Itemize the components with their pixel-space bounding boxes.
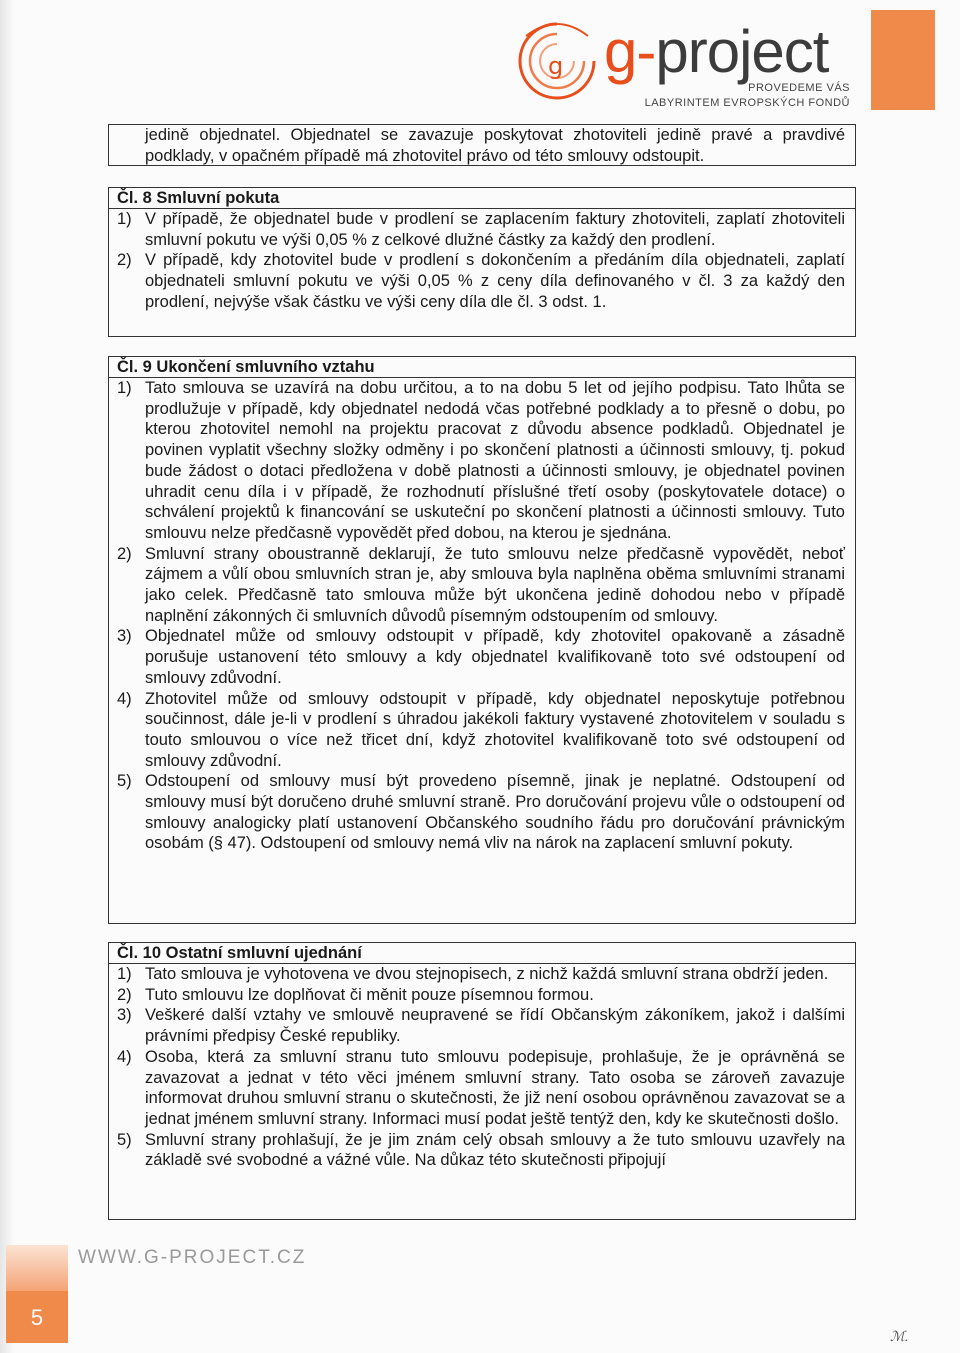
item-number: 3) bbox=[117, 1006, 132, 1025]
item-number: 2) bbox=[117, 544, 132, 563]
item-number: 4) bbox=[117, 689, 132, 708]
svg-text:g: g bbox=[548, 52, 564, 80]
item-text: Tato smlouva se uzavírá na dobu určitou, a to na dobu 5 let od jejího podpisu. Tato lhůta se prodlužuje v případě, kdy objednatel nedodá včas potřebné podklady a to přesně o dobu, po kterou zhotovitel nemohl na projektu pracovat z důvodu absence podkladů. Objednatel je povinen vyplatit všechny složky odměny i po skončení platnosti a účinnosti smlouvy, tj. pokud bude žádost o dotaci předložena v době platnosti a účinnosti smlouvy, je objednatel povinen uhradit cenu díla i v případě, že rozhodnutí příslušné třetí osoby (poskytovatele dotace) o schválení projektů k financování se uskuteční po skončení platnosti a účinnosti smlouvy. Tuto smlouvu nelze předčasně vypovědět před dobou, na kterou je sjednána. bbox=[145, 379, 845, 542]
list-item bbox=[109, 1005, 855, 1046]
intro-box bbox=[108, 124, 856, 166]
intro-paragraph: jedině objednatel. Objednatel se zavazuje poskytovat zhotoviteli jedině pravé a pravdivé podklady, v opačném případě má zhotovitel právo od této smlouvy odstoupit. bbox=[145, 126, 845, 165]
header-accent-bar bbox=[871, 10, 935, 110]
list-item bbox=[109, 1130, 855, 1171]
logo-word-dash: - bbox=[636, 18, 656, 85]
g-project-logo bbox=[512, 16, 862, 112]
item-text: Objednatel může od smlouvy odstoupit v případě, kdy zhotovitel opakovaně a zásadně porušuje ustanovení této smlouvy a kdy objednatel kvalifikovaně toto své odstoupení od smlouvy zdůvodní. bbox=[145, 627, 845, 687]
item-text: V případě, kdy zhotovitel bude v prodlení s dokončením a předáním díla objednateli, zaplatí objednateli smluvní pokutu ve výši 0,05 % z ceny díla definovaného v čl. 3 za každý den prodlení, nejvýše však částku ve výši ceny díla dle čl. 3 odst. 1. bbox=[145, 251, 845, 311]
section-9-title: Čl. 9 Ukončení smluvního vztahu bbox=[109, 357, 855, 378]
list-item bbox=[109, 964, 855, 985]
item-text: Smluvní strany prohlašují, že je jim znám celý obsah smlouvy a že tuto smlouvu uzavřely na základě své svobodné a vážné vůle. Na důkaz této skutečnosti připojují bbox=[145, 1130, 845, 1170]
logo-word-g: g bbox=[604, 18, 637, 85]
logo-tagline-2: LABYRINTEM EVROPSKÝCH FONDŮ bbox=[644, 97, 850, 109]
page-badge-gradient bbox=[6, 1245, 68, 1291]
list-item bbox=[109, 544, 855, 627]
footer-website: WWW.G-PROJECT.CZ bbox=[78, 1247, 307, 1268]
item-number: 1) bbox=[117, 379, 132, 397]
item-number: 1) bbox=[117, 210, 132, 228]
logo-tagline-1: PROVEDEME VÁS bbox=[748, 82, 850, 94]
section-9-list bbox=[109, 378, 855, 854]
list-item bbox=[109, 689, 855, 772]
item-number: 5) bbox=[117, 1130, 132, 1149]
section-8 bbox=[108, 187, 856, 337]
scan-edge bbox=[0, 0, 14, 1353]
item-number: 3) bbox=[117, 627, 132, 646]
section-8-title: Čl. 8 Smluvní pokuta bbox=[109, 188, 855, 209]
list-item bbox=[109, 209, 855, 250]
section-10-title: Čl. 10 Ostatní smluvní ujednání bbox=[109, 943, 855, 964]
list-item bbox=[109, 771, 855, 854]
item-text: Veškeré další vztahy ve smlouvě neupravené se řídí Občanským zákoníkem, jakož i dalšími právními předpisy České republiky. bbox=[145, 1006, 845, 1046]
page-number: 5 bbox=[30, 1305, 44, 1330]
item-text: Odstoupení od smlouvy musí být provedeno písemně, jinak je neplatné. Odstoupení od smlouvy musí být doručeno druhé smluvní straně. Pro doručování projevu vůle o odstoupení od smlouvy analogicky platí ustanovení Občanského soudního řádu pro doručování právnickým osobám (§ 47). Odstoupení od smlouvy nemá vliv na nárok na zaplacení smluvní pokuty. bbox=[145, 772, 845, 853]
item-number: 2) bbox=[117, 251, 132, 270]
item-text: Tato smlouva je vyhotovena ve dvou stejnopisech, z nichž každá smluvní strana obdrží jeden. bbox=[145, 965, 829, 983]
item-text: Smluvní strany oboustranně deklarují, že tuto smlouvu nelze předčasně vypovědět, neboť zájmem a vůlí obou smluvních stran je, aby smlouva byla naplněna oběma smluvními stranami jako celek. Předčasně tato smlouva může být ukončena jedině dohodou nebo v případě naplnění zákonných či smluvních důvodů písemným odstoupením od smlouvy. bbox=[145, 544, 845, 625]
section-8-list bbox=[109, 209, 855, 313]
item-text: Tuto smlouvu lze doplňovat či měnit pouze písemnou formou. bbox=[145, 985, 594, 1004]
logo-swirl-icon bbox=[512, 16, 602, 106]
handwritten-initials: ℳ. bbox=[890, 1328, 909, 1344]
item-number: 1) bbox=[117, 965, 132, 983]
item-text: Osoba, která za smluvní stranu tuto smlouvu podepisuje, prohlašuje, že je oprávněná se zavazovat a jednat v této věci jménem smluvní strany. Tato osoba se zároveň zavazuje informovat druhou smluvní stranu o skutečnosti, že již není osobou oprávněnou zavazovat se a jednat jménem smluvní strany. Informaci musí podat ještě tentýž den, kdy ke skutečnosti došlo. bbox=[145, 1047, 845, 1128]
logo-wordmark bbox=[604, 18, 829, 85]
item-number: 2) bbox=[117, 985, 132, 1004]
list-item bbox=[109, 1047, 855, 1130]
item-number: 4) bbox=[117, 1047, 132, 1066]
section-9 bbox=[108, 356, 856, 924]
section-10-list bbox=[109, 964, 855, 1171]
item-text: Zhotovitel může od smlouvy odstoupit v případě, kdy objednatel neposkytuje potřebnou součinnost, dále je-li v prodlení s úhradou jakékoli faktury vystavené zhotovitelem v souladu s touto smlouvou o více než třicet dní, když zhotovitel kvalifikovaně toto své odstoupení od smlouvy zdůvodní. bbox=[145, 689, 845, 770]
list-item bbox=[109, 378, 855, 544]
list-item bbox=[109, 985, 855, 1006]
item-number: 5) bbox=[117, 772, 132, 791]
list-item bbox=[109, 626, 855, 688]
section-10 bbox=[108, 942, 856, 1220]
list-item bbox=[109, 250, 855, 312]
page-number-badge bbox=[6, 1291, 68, 1343]
item-text: V případě, že objednatel bude v prodlení se zaplacením faktury zhotoviteli, zaplatí zhotoviteli smluvní pokutu ve výši 0,05 % z celkové dlužné částky za každý den prodlení. bbox=[145, 210, 845, 249]
logo-word-rest: project bbox=[655, 18, 829, 85]
